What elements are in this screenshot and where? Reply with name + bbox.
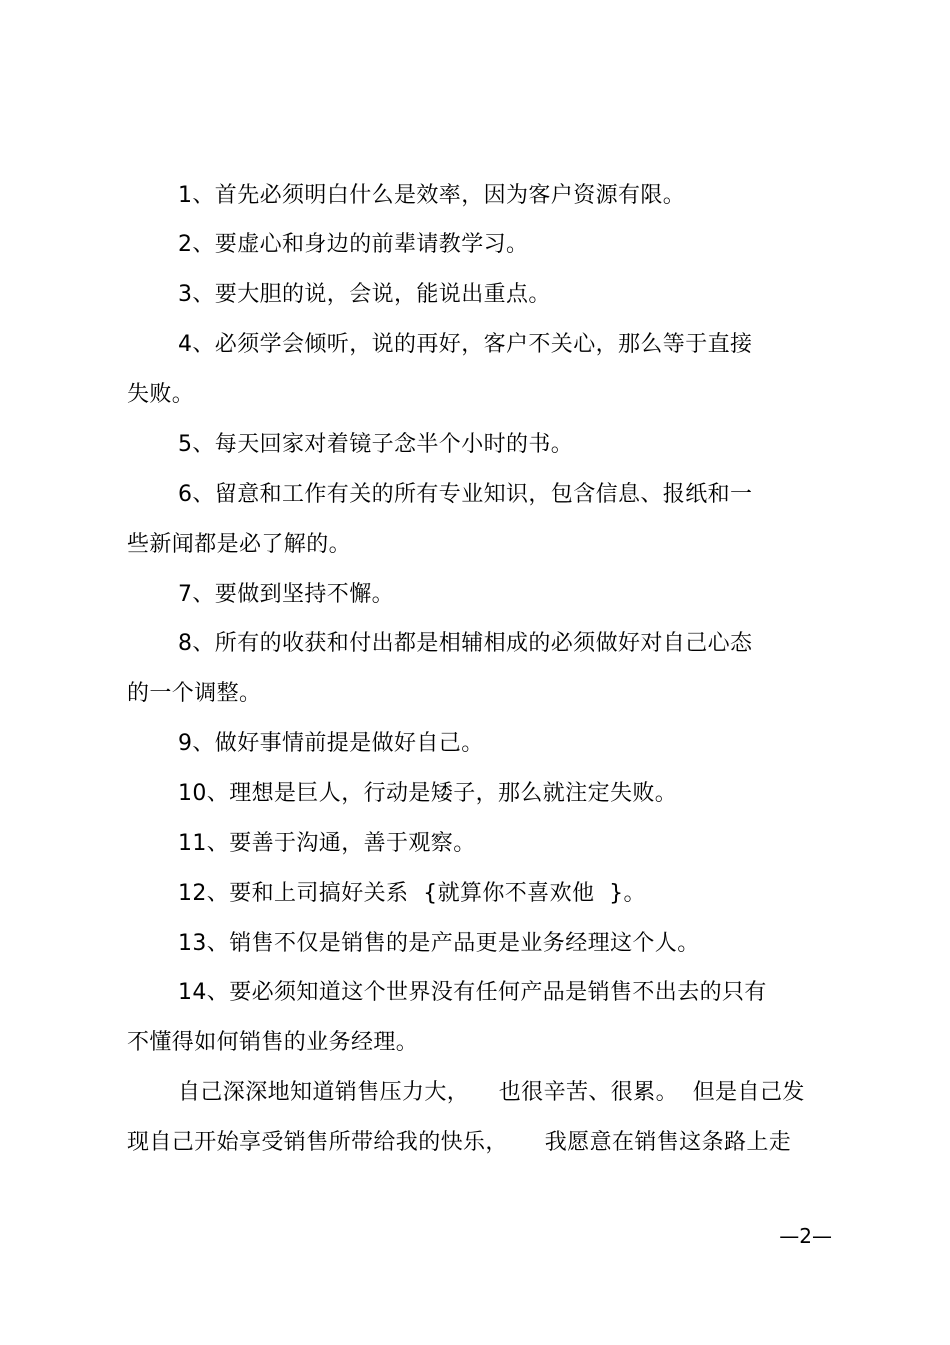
list-item-2: 2、要虚心和身边的前辈请教学习。 — [178, 232, 529, 257]
paragraph-line-1: 自己深深地知道销售压力大， 也很辛苦、很累。 但是自己发 — [178, 1080, 805, 1105]
list-item-1: 1、首先必须明白什么是效率，因为客户资源有限。 — [178, 183, 686, 208]
list-item-3: 3、要大胆的说，会说，能说出重点。 — [178, 282, 551, 307]
list-item-8-continuation: 的一个调整。 — [127, 681, 262, 706]
list-item-14-continuation: 不懂得如何销售的业务经理。 — [127, 1030, 419, 1055]
list-item-9: 9、做好事情前提是做好自己。 — [178, 731, 484, 756]
list-item-4-continuation: 失败。 — [127, 382, 195, 407]
list-item-4: 4、必须学会倾听，说的再好，客户不关心，那么等于直接 — [178, 332, 753, 357]
page-number: —2— — [779, 1224, 832, 1248]
list-item-6: 6、留意和工作有关的所有专业知识，包含信息、报纸和一 — [178, 482, 753, 507]
paragraph-line-2: 现自己开始享受销售所带给我的快乐， 我愿意在销售这条路上走 — [127, 1130, 792, 1155]
list-item-14: 14、要必须知道这个世界没有任何产品是销售不出去的只有 — [178, 980, 767, 1005]
list-item-8: 8、所有的收获和付出都是相辅相成的必须做好对自己心态 — [178, 631, 753, 656]
list-item-13: 13、销售不仅是销售的是产品更是业务经理这个人。 — [178, 931, 700, 956]
list-item-11: 11、要善于沟通，善于观察。 — [178, 831, 476, 856]
list-item-7: 7、要做到坚持不懈。 — [178, 582, 394, 607]
list-item-12: 12、要和上司搞好关系 {就算你不喜欢他 }。 — [178, 881, 646, 906]
list-item-6-continuation: 些新闻都是必了解的。 — [127, 532, 352, 557]
list-item-5: 5、每天回家对着镜子念半个小时的书。 — [178, 432, 574, 457]
list-item-10: 10、理想是巨人，行动是矮子，那么就注定失败。 — [178, 781, 678, 806]
